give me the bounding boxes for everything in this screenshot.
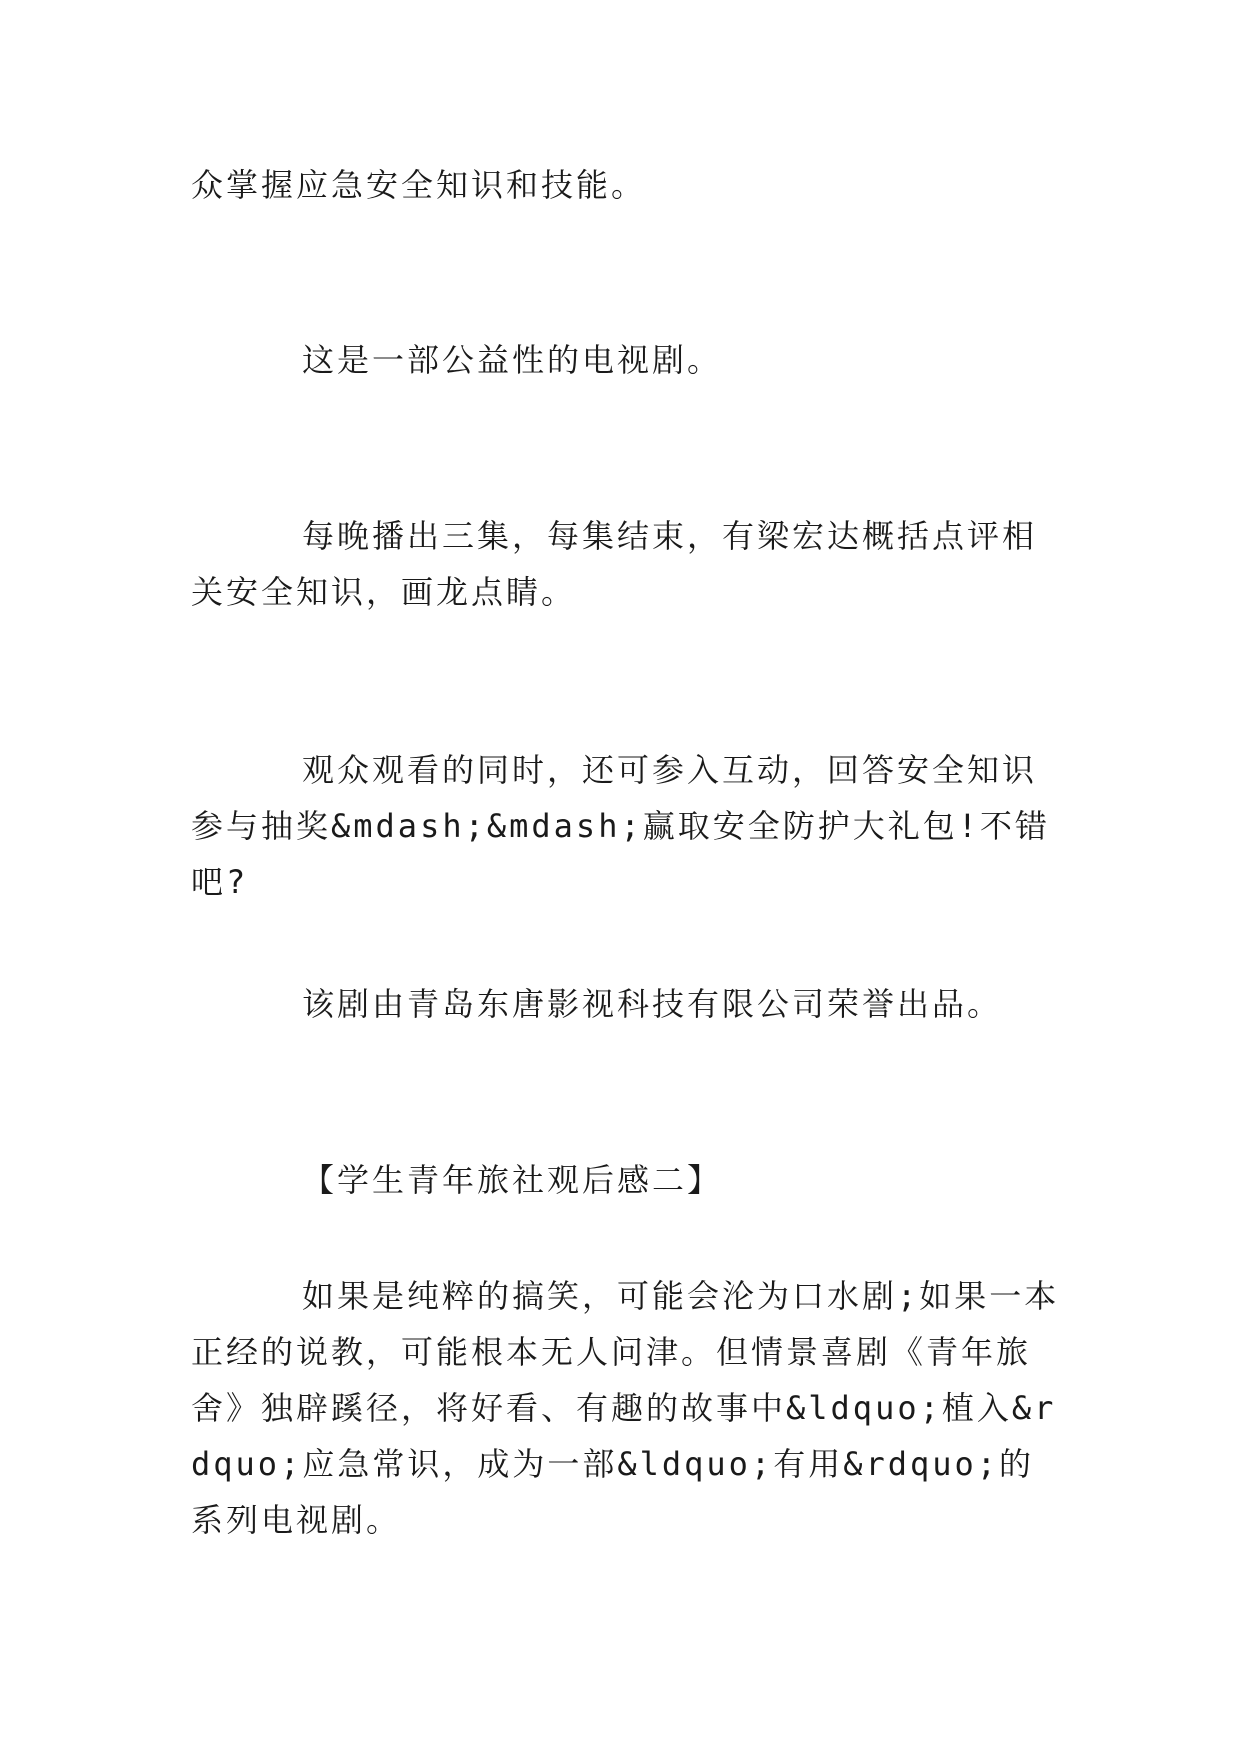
paragraph-continuation: 众掌握应急安全知识和技能。 [191,166,647,204]
paragraph-producer: 该剧由青岛东唐影视科技有限公司荣誉出品。 [302,985,1003,1023]
paragraph-interaction: 观众观看的同时，还可参入互动，回答安全知识参与抽奖&mdash;&mdash;赢取安全防护大礼包!不错吧? [191,751,1050,901]
paragraph-review: 如果是纯粹的搞笑，可能会沦为口水剧;如果一本正经的说教，可能根本无人问津。但情景喜剧《青年旅舍》独辟蹊径，将好看、有趣的故事中&ldquo;植入&rdquo;应急常识，成为一部&ldquo;有用&rdquo;的系列电视剧。 [191,1277,1060,1539]
section-heading: 【学生青年旅社观后感二】 [302,1161,723,1199]
paragraph-public-welfare: 这是一部公益性的电视剧。 [302,341,723,379]
paragraph-broadcast: 每晚播出三集，每集结束，有梁宏达概括点评相关安全知识，画龙点睛。 [191,517,1038,611]
